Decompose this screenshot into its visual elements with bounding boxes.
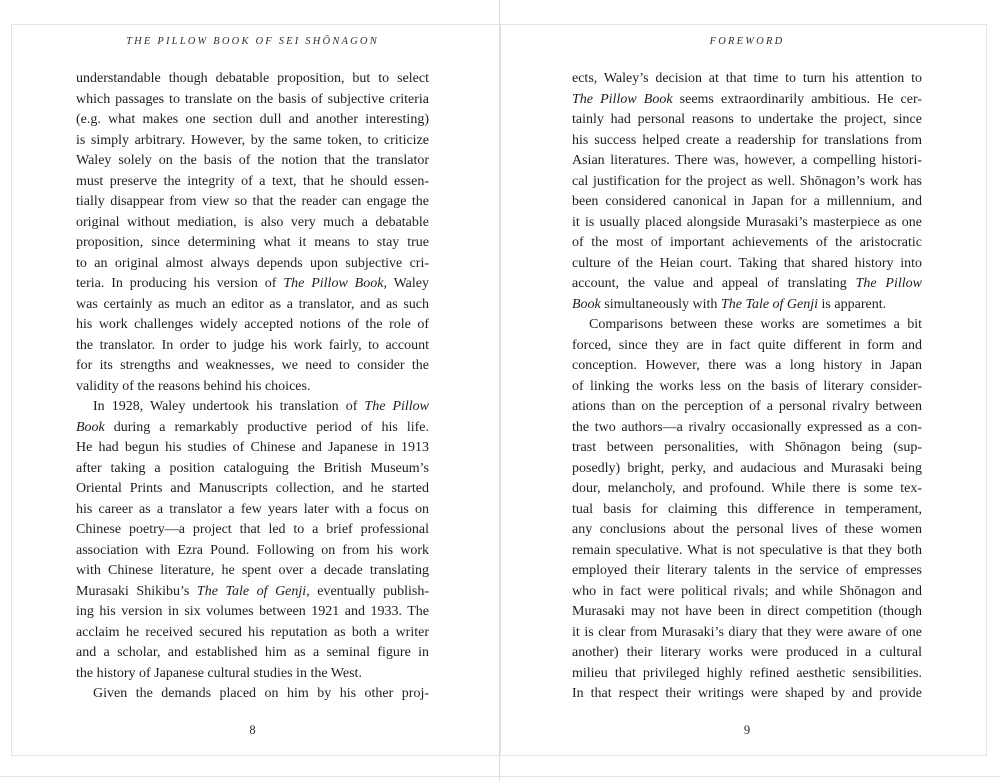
page-body-right (572, 69, 922, 705)
text-line: his career as a translator a few years later with a focus on (76, 501, 429, 517)
text-line: posedly) bright, perky, and audacious and Murasaki being (572, 460, 922, 476)
page-number-right: 9 (743, 723, 751, 737)
text-line: ations than on the perception of a personal rivalry between (572, 399, 922, 414)
text-line: with Chinese literature, he spent over a decade translating (76, 563, 429, 578)
text-line: tual basis for claiming this difference in temperament, (572, 501, 922, 517)
running-header-right: FOREWORD (709, 36, 785, 47)
text-line: ing his version in six volumes between 1921 and 1933. The (76, 604, 429, 619)
text-line: any conclusions about the personal lives of these women (572, 522, 922, 537)
text-line: and a scholar, and established him as a seminal figure in (76, 645, 429, 660)
text-line: the translator. In order to judge his work fairly, to account (76, 337, 429, 353)
next-page-edge (0, 776, 1000, 777)
text-line: Asian literatures. There was, however, a compelling histori- (572, 153, 922, 168)
text-line: Chinese poetry—a project that led to a brief professional (76, 522, 429, 537)
text-line: Given the demands placed on him by his other proj- (93, 686, 429, 701)
text-line: trast between personalities, with Shōnagon being (sup- (572, 440, 922, 455)
text-line: Waley solely on the basis of the notion that the translator (76, 153, 429, 168)
text-line: teria. In producing his version of The Pillow Book, Waley (76, 276, 429, 291)
page-number-left: 8 (249, 723, 256, 737)
text-line: it is usually placed alongside Murasaki’s masterpiece as one (572, 214, 922, 230)
text-line: must preserve the integrity of a text, that he should essen- (76, 173, 429, 189)
page-right (500, 24, 987, 756)
text-line: which passages to translate on the basis of subjective criteria (76, 91, 429, 107)
text-line: to an original almost always depends upon subjective cri- (76, 255, 429, 271)
text-line: forced, since they are in fact quite different in form and (572, 337, 922, 353)
text-line: original without mediation, is also very much a debatable (76, 214, 429, 230)
page-body-left (76, 69, 429, 705)
text-line: his success helped create a readership for translations from (572, 132, 922, 148)
text-line: dour, melancholy, and profound. While there is some tex- (572, 481, 922, 496)
text-line: was certainly as much an editor as a translator, and as such (76, 296, 429, 312)
text-line: Book simultaneously with The Tale of Genji is apparent. (572, 296, 887, 312)
text-line: Murasaki Shikibu’s The Tale of Genji, eventually publish- (76, 583, 429, 599)
text-line: conception. However, there was a long history in Japan (572, 358, 922, 373)
text-line: another) their literary works were produced in a cultural (572, 645, 922, 660)
text-line: it is clear from Murasaki’s diary that they were aware of one (572, 624, 922, 640)
text-line: understandable though debatable proposition, but to select (76, 71, 429, 86)
text-line: tainly had personal reasons to undertake the project, since (572, 112, 922, 127)
text-line: association with Ezra Pound. Following on from his work (76, 542, 429, 558)
text-line: who in fact were political rivals; and while Shōnagon and (572, 583, 922, 599)
text-line: is simply arbitrary. However, by the same token, to criticize (76, 132, 429, 148)
text-line: ects, Waley’s decision at that time to turn his attention to (572, 71, 922, 86)
text-line: after taking a position cataloguing the British Museum’s (76, 460, 429, 476)
gutter-divider (499, 0, 500, 781)
text-line: his work challenges widely accepted notions of the role of (76, 317, 429, 332)
text-line: In that respect their writings were shaped by and provide (572, 686, 922, 701)
text-line: cal justification for the project as well. Shōnagon’s work has (572, 173, 922, 189)
text-line: In 1928, Waley undertook his translation of The Pillow (93, 399, 429, 414)
text-line: the history of Japanese cultural studies in the West. (76, 665, 362, 681)
text-line: culture of the Heian court. Taking that shared history into (572, 255, 922, 271)
text-line: Book during a remarkably productive period of his life. (76, 419, 429, 435)
text-line: Oriental Prints and Manuscripts collection, and he started (76, 481, 429, 496)
text-line: acclaim he received secured his reputation as both a writer (76, 624, 429, 640)
page-left (11, 24, 501, 756)
text-line: (e.g. what makes one section dull and another interesting) (76, 112, 429, 127)
text-line: He had begun his studies of Chinese and Japanese in 1913 (76, 440, 429, 455)
text-line: of linking the works less on the basis of literary consider- (572, 378, 922, 394)
text-line: validity of the reasons behind his choices. (76, 378, 311, 394)
text-line: The Pillow Book seems extraordinarily ambitious. He cer- (572, 91, 922, 107)
text-line: proposition, since determining what it means to stay true (76, 235, 429, 250)
text-line: remain speculative. What is not speculative is that they both (572, 542, 922, 558)
text-line: employed their literary talents in the service of empresses (572, 563, 922, 578)
text-line: Comparisons between these works are sometimes a bit (589, 317, 922, 332)
text-line: of the most of important achievements of the aristocratic (572, 235, 922, 250)
text-line: the two authors—a rivalry occasionally expressed as a con- (572, 419, 922, 435)
text-line: account, the value and appeal of translating The Pillow (572, 276, 922, 291)
text-line: tially disappear from view so that the reader can engage the (76, 194, 429, 209)
running-header-left: THE PILLOW BOOK OF SEI SHŌNAGON (126, 36, 379, 47)
text-line: milieu that privileged highly refined aesthetic sensibilities. (572, 665, 922, 681)
text-line: for its strengths and weaknesses, we need to consider the (76, 358, 429, 373)
text-line: been considered canonical in Japan for a millennium, and (572, 194, 922, 209)
text-line: Murasaki may not have been in direct competition (though (572, 604, 922, 619)
